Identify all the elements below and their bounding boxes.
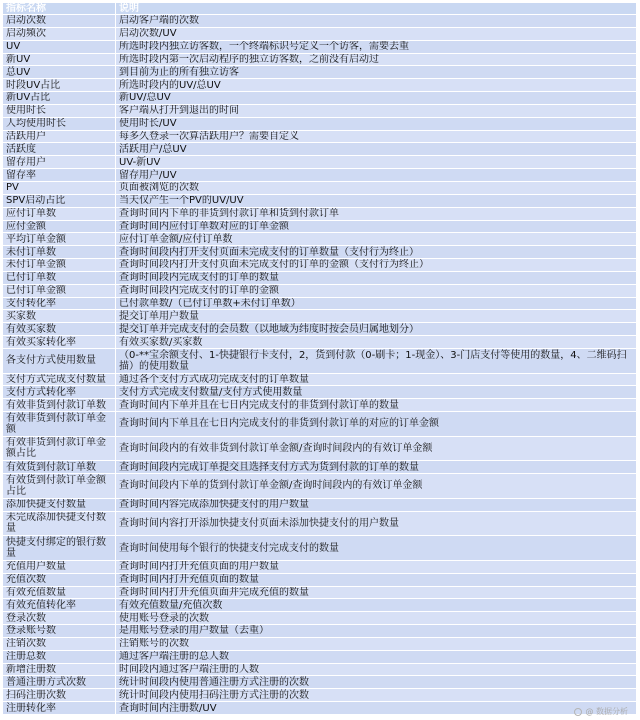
- metric-name-cell: 活跃度: [3, 143, 116, 156]
- metric-description-cell: 查询时间内打开充值页面的用户数量: [116, 560, 637, 573]
- metric-description-cell: 统计时间段内使用扫码注册方式注册的次数: [116, 689, 637, 702]
- metric-name-cell: SPV启动占比: [3, 194, 116, 207]
- metric-description-cell: 有效充值数量/充值次数: [116, 599, 637, 612]
- table-row: [3, 573, 637, 586]
- metric-description-cell: 新UV/总UV: [116, 92, 637, 105]
- metrics-table-container: [2, 2, 636, 715]
- metric-description-cell: 提交订单用户数量: [116, 310, 637, 323]
- metric-description-cell: 使用账号登录的次数: [116, 612, 637, 625]
- watermark: [574, 706, 628, 717]
- metric-name-cell: 登录次数: [3, 612, 116, 625]
- table-row: [3, 284, 637, 297]
- metric-description-cell: 查询时间内下单的非货到付款订单和货到付款订单: [116, 207, 637, 220]
- table-row: [3, 474, 637, 499]
- metric-name-cell: 活跃用户: [3, 130, 116, 143]
- metric-description-cell: 查询时间段内的有效非货到付款订单金额/查询时间段内的有效订单金额: [116, 436, 637, 461]
- metric-description-cell: 所选时段内的UV/总UV: [116, 79, 637, 92]
- metrics-table: [2, 2, 637, 715]
- metric-name-cell: 留存率: [3, 169, 116, 182]
- metric-name-cell: 时段UV占比: [3, 79, 116, 92]
- metric-description-cell: 查询时间内容完成添加快捷支付的用户数量: [116, 498, 637, 511]
- metric-description-cell: 注销账号的次数: [116, 637, 637, 650]
- table-row: [3, 143, 637, 156]
- table-header-row: [3, 3, 637, 15]
- metric-name-cell: 未付订单数: [3, 246, 116, 259]
- table-row: [3, 233, 637, 246]
- metric-description-cell: 查询时间内打开充值页面并完成充值的数量: [116, 586, 637, 599]
- metric-description-cell: 当天仅产生一个PV的UV/UV: [116, 194, 637, 207]
- table-body: [3, 15, 637, 715]
- table-row: [3, 702, 637, 715]
- metric-name-cell: 登录账号数: [3, 625, 116, 638]
- table-row: [3, 650, 637, 663]
- metric-name-cell: 添加快捷支付数量: [3, 498, 116, 511]
- table-row: [3, 560, 637, 573]
- table-row: [3, 612, 637, 625]
- metric-description-cell: 查询时间段内打开支付页面未完成支付的订单的金额（支付行为终止）: [116, 259, 637, 272]
- metric-description-cell: 提交订单并完成支付的会员数（以地域为纬度时按会员归属地划分）: [116, 323, 637, 336]
- table-row: [3, 27, 637, 40]
- watermark-text: @ 数据分析: [585, 707, 628, 716]
- metric-description-cell: 查询时间内应付订单数对应的订单金额: [116, 220, 637, 233]
- table-row: [3, 117, 637, 130]
- metric-description-cell: 支付方式完成支付数量/支付方式使用数量: [116, 386, 637, 399]
- metric-name-cell: 普通注册方式次数: [3, 676, 116, 689]
- table-row: [3, 156, 637, 169]
- metric-name-cell: 有效非货到付款订单金额: [3, 412, 116, 437]
- metric-description-cell: 查询时间内容打开添加快捷支付页面未添加快捷支付的用户数量: [116, 511, 637, 536]
- table-row: [3, 498, 637, 511]
- metric-description-cell: 查询时间段内完成支付的订单的金额: [116, 284, 637, 297]
- table-row: [3, 207, 637, 220]
- table-row: [3, 599, 637, 612]
- table-row: [3, 194, 637, 207]
- metric-name-cell: 支付方式完成支付数量: [3, 373, 116, 386]
- metric-description-cell: 查询时间段内完成订单提交且选择支付方式为货到付款的订单的数量: [116, 461, 637, 474]
- table-row: [3, 689, 637, 702]
- metric-name-cell: 注册转化率: [3, 702, 116, 715]
- metric-name-cell: 支付转化率: [3, 297, 116, 310]
- watermark-logo-icon: [574, 708, 582, 716]
- metric-name-cell: 未完成添加快捷支付数量: [3, 511, 116, 536]
- metric-name-cell: 应付金额: [3, 220, 116, 233]
- metric-name-cell: 有效充值数量: [3, 586, 116, 599]
- table-row: [3, 399, 637, 412]
- metric-name-cell: 各支付方式使用数量: [3, 348, 116, 373]
- metric-description-cell: 活跃用户/总UV: [116, 143, 637, 156]
- metric-name-cell: 有效非货到付款订单数: [3, 399, 116, 412]
- table-row: [3, 181, 637, 194]
- metric-description-cell: 查询时间段内完成支付的订单的数量: [116, 271, 637, 284]
- metric-description-cell: 留存用户/UV: [116, 169, 637, 182]
- table-row: [3, 663, 637, 676]
- table-row: [3, 92, 637, 105]
- table-row: [3, 436, 637, 461]
- metric-description-cell: 查询时间内下单并且在七日内完成支付的非货到付款订单的数量: [116, 399, 637, 412]
- table-row: [3, 625, 637, 638]
- metric-description-cell: 客户端从打开到退出的时间: [116, 104, 637, 117]
- metric-description-cell: 所选时段内第一次启动程序的独立访客数，之前没有启动过: [116, 53, 637, 66]
- header-description: 说明: [116, 3, 637, 15]
- metric-name-cell: 平均订单金额: [3, 233, 116, 246]
- metric-name-cell: 买家数: [3, 310, 116, 323]
- table-row: [3, 79, 637, 92]
- table-row: [3, 15, 637, 28]
- metric-description-cell: 时间段内通过客户端注册的人数: [116, 663, 637, 676]
- table-row: [3, 637, 637, 650]
- metric-description-cell: 查询时间内下单且在七日内完成支付的非货到付款订单的对应的订单金额: [116, 412, 637, 437]
- table-row: [3, 53, 637, 66]
- table-row: [3, 104, 637, 117]
- table-row: [3, 586, 637, 599]
- table-row: [3, 412, 637, 437]
- metric-description-cell: 使用时长/UV: [116, 117, 637, 130]
- metric-description-cell: 统计时间段内使用普通注册方式注册的次数: [116, 676, 637, 689]
- metric-name-cell: 已付订单金额: [3, 284, 116, 297]
- metric-name-cell: 使用时长: [3, 104, 116, 117]
- header-metric-name: 指标名称: [3, 3, 116, 15]
- table-row: [3, 336, 637, 349]
- metric-description-cell: 页面被浏览的次数: [116, 181, 637, 194]
- metric-name-cell: PV: [3, 181, 116, 194]
- metric-name-cell: 新增注册数: [3, 663, 116, 676]
- metric-description-cell: 应付订单金额/应付订单数: [116, 233, 637, 246]
- metric-name-cell: 已付订单数: [3, 271, 116, 284]
- table-row: [3, 348, 637, 373]
- table-row: [3, 310, 637, 323]
- metric-description-cell: 每多久登录一次算活跃用户？需要自定义: [116, 130, 637, 143]
- metric-description-cell: 所选时段内独立访客数，一个终端标识号定义一个访客，需要去重: [116, 40, 637, 53]
- metric-name-cell: 总UV: [3, 66, 116, 79]
- table-row: [3, 130, 637, 143]
- metric-name-cell: 启动次数: [3, 15, 116, 28]
- metric-name-cell: 快捷支付绑定的银行数量: [3, 536, 116, 561]
- metric-description-cell: UV-新UV: [116, 156, 637, 169]
- table-row: [3, 259, 637, 272]
- metric-name-cell: 有效非货到付款订单金额占比: [3, 436, 116, 461]
- metric-name-cell: 注册总数: [3, 650, 116, 663]
- metric-description-cell: 查询时间内打开充值页面的数量: [116, 573, 637, 586]
- table-row: [3, 461, 637, 474]
- metric-name-cell: 支付方式转化率: [3, 386, 116, 399]
- table-row: [3, 66, 637, 79]
- metric-description-cell: 通过各个支付方式成功完成支付的订单数量: [116, 373, 637, 386]
- metric-description-cell: 查询时间内注册数/UV: [116, 702, 637, 715]
- metric-name-cell: 有效货到付款订单数: [3, 461, 116, 474]
- metric-description-cell: 有效买家数/买家数: [116, 336, 637, 349]
- metric-name-cell: 充值用户数量: [3, 560, 116, 573]
- metric-name-cell: 启动频次: [3, 27, 116, 40]
- metric-name-cell: 有效买家转化率: [3, 336, 116, 349]
- metric-name-cell: 新UV: [3, 53, 116, 66]
- table-row: [3, 297, 637, 310]
- metric-name-cell: 有效充值转化率: [3, 599, 116, 612]
- table-row: [3, 323, 637, 336]
- metric-name-cell: 充值次数: [3, 573, 116, 586]
- table-row: [3, 676, 637, 689]
- table-row: [3, 511, 637, 536]
- metric-name-cell: 新UV占比: [3, 92, 116, 105]
- metric-name-cell: 留存用户: [3, 156, 116, 169]
- metric-description-cell: 启动客户端的次数: [116, 15, 637, 28]
- metric-name-cell: 人均使用时长: [3, 117, 116, 130]
- metric-description-cell: 是用账号登录的用户数量（去重）: [116, 625, 637, 638]
- table-row: [3, 40, 637, 53]
- metric-name-cell: 有效货到付款订单金额占比: [3, 474, 116, 499]
- metric-name-cell: 扫码注册次数: [3, 689, 116, 702]
- metric-description-cell: 通过客户端注册的总人数: [116, 650, 637, 663]
- metric-description-cell: 已付款单数/（已付订单数+未付订单数）: [116, 297, 637, 310]
- metric-description-cell: （0-**宝余额支付、1-快捷银行卡支付，2，货到付款（0-刷卡；1-现金）、3-门店支付等使用的数量，4、二维码扫描）的使用数量: [116, 348, 637, 373]
- metric-name-cell: 应付订单数: [3, 207, 116, 220]
- table-row: [3, 536, 637, 561]
- metric-description-cell: 启动次数/UV: [116, 27, 637, 40]
- metric-name-cell: 有效买家数: [3, 323, 116, 336]
- metric-name-cell: 注销次数: [3, 637, 116, 650]
- metric-description-cell: 到目前为止的所有独立访客: [116, 66, 637, 79]
- metric-name-cell: 未付订单金额: [3, 259, 116, 272]
- table-row: [3, 386, 637, 399]
- metric-description-cell: 查询时间段内下单的货到付款订单金额/查询时间段内的有效订单金额: [116, 474, 637, 499]
- metric-description-cell: 查询时间段内打开支付页面未完成支付的订单数量（支付行为终止）: [116, 246, 637, 259]
- table-row: [3, 271, 637, 284]
- table-row: [3, 220, 637, 233]
- metric-name-cell: UV: [3, 40, 116, 53]
- table-row: [3, 169, 637, 182]
- metric-description-cell: 查询时间使用每个银行的快捷支付完成支付的数量: [116, 536, 637, 561]
- table-row: [3, 373, 637, 386]
- table-row: [3, 246, 637, 259]
